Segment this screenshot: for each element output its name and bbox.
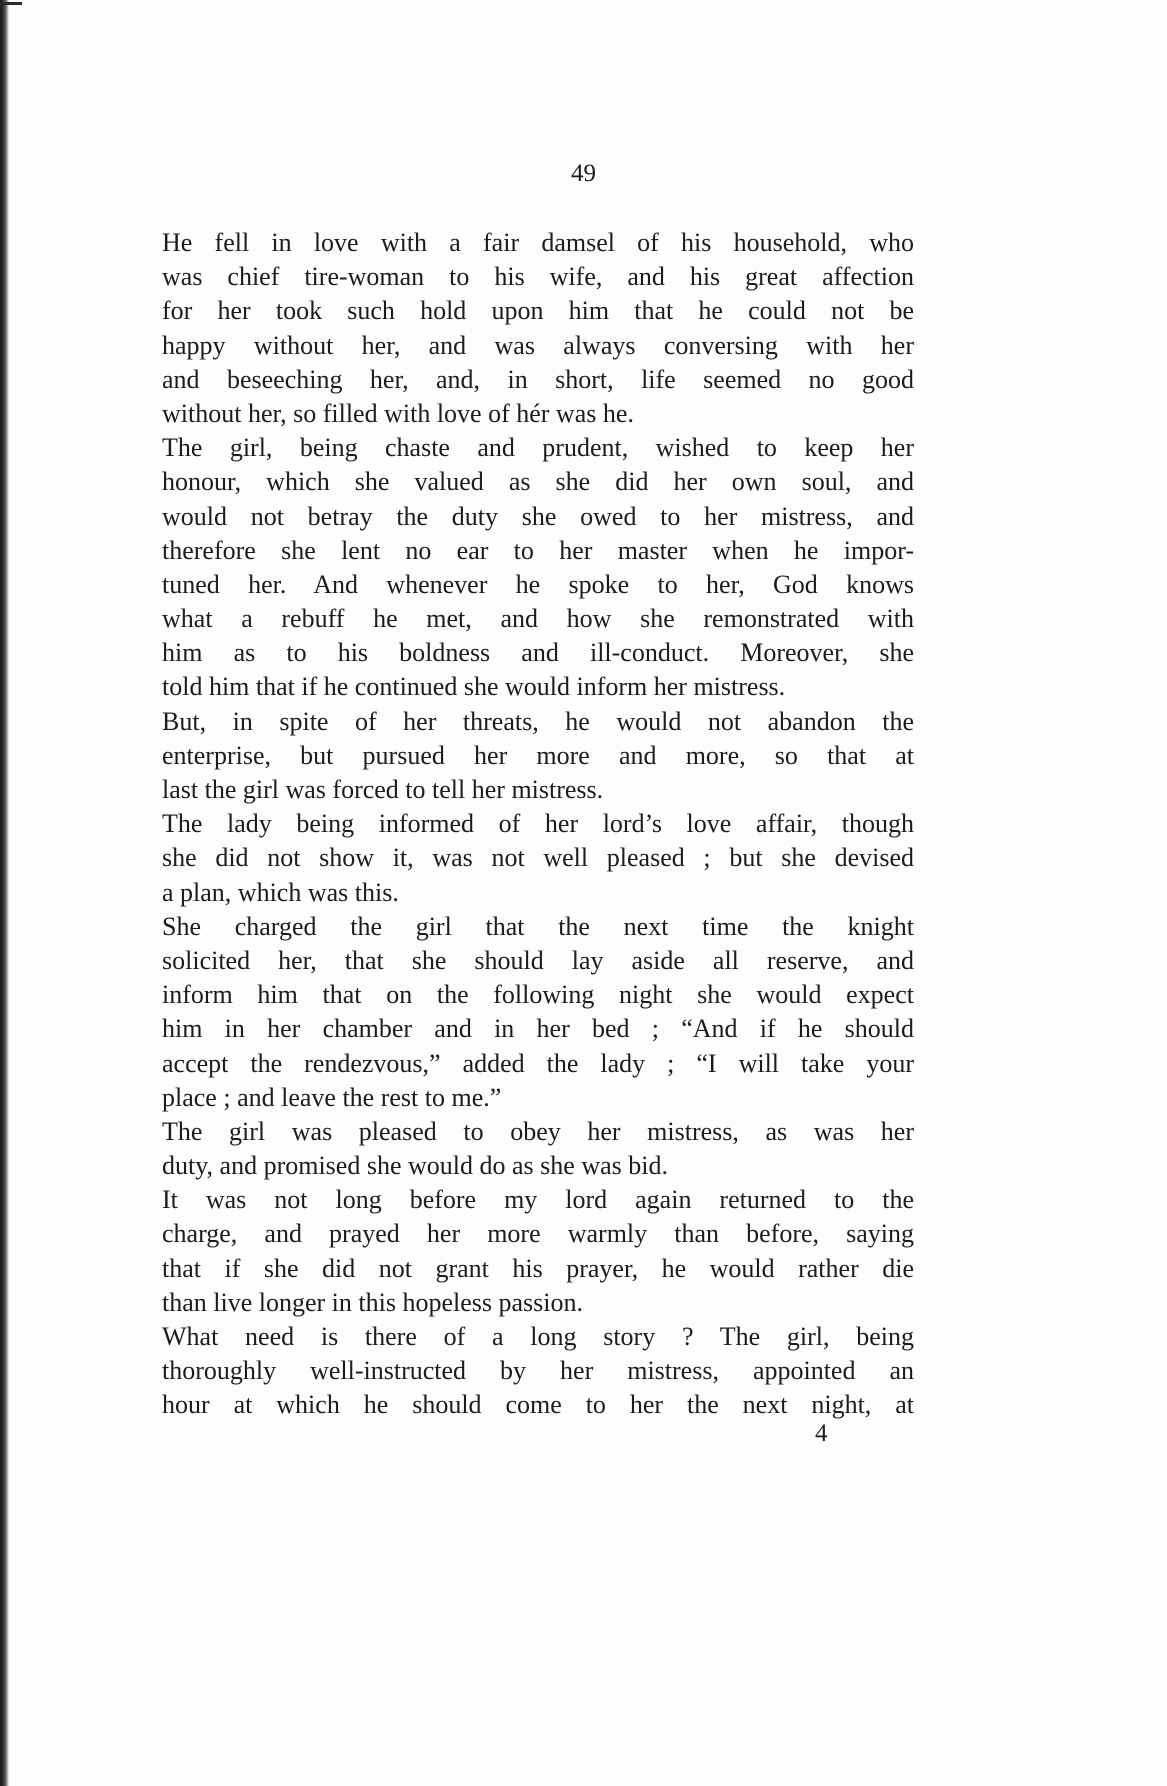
text-line: she did not show it, was not well pleased ; but she devised (162, 843, 914, 873)
text-line: charge, and prayed her more warmly than before, saying (162, 1219, 914, 1249)
text-line: enterprise, but pursued her more and more, so that at (162, 740, 914, 770)
paragraph (162, 1320, 914, 1423)
text-line: last the girl was forced to tell her mistress. (162, 775, 604, 804)
text-line: The girl, being chaste and prudent, wished to keep her (162, 433, 914, 463)
binding-edge (0, 0, 9, 1786)
text-line: happy without her, and was always conversing with her (162, 330, 914, 360)
text-line: therefore she lent no ear to her master when he impor- (162, 535, 914, 565)
paragraph (162, 705, 914, 808)
paragraph (162, 807, 914, 910)
text-line: solicited her, that she should lay aside all reserve, and (162, 945, 914, 975)
text-line: told him that if he continued she would inform her mistress. (162, 672, 786, 702)
paragraph (162, 226, 914, 431)
paragraph (162, 910, 914, 1115)
text-line: him as to his boldness and ill-conduct. Moreover, she (162, 638, 914, 668)
text-line: and beseeching her, and, in short, life seemed no good (162, 364, 914, 394)
text-line: tuned her. And whenever he spoke to her, God knows (162, 569, 914, 599)
text-line: than live longer in this hopeless passion. (162, 1287, 584, 1317)
text-line: He fell in love with a fair damsel of his household, who (162, 228, 914, 257)
text-line: But, in spite of her threats, he would not abandon the (162, 706, 914, 736)
text-line: hour at which he should come to her the next night, at (162, 1390, 914, 1420)
text-line: The lady being informed of her lord’s love affair, though (162, 809, 914, 839)
text-line: duty, and promised she would do as she was bid. (162, 1151, 668, 1181)
text-line: that if she did not grant his prayer, he would rather die (162, 1253, 914, 1283)
text-line: The girl was pleased to obey her mistress, as was her (162, 1116, 914, 1146)
text-line: for her took such hold upon him that he could not be (162, 296, 914, 326)
text-line: accept the rendezvous,” added the lady ; “I will take your (162, 1048, 914, 1078)
text-line: She charged the girl that the next time the knight (162, 911, 914, 941)
binding-corner (0, 2, 22, 5)
signature-mark: 4 (815, 1420, 828, 1447)
paragraph (162, 431, 914, 705)
text-line: would not betray the duty she owed to her mistress, and (162, 501, 914, 531)
text-line: him in her chamber and in her bed ; “And if he should (162, 1014, 914, 1044)
text-line: It was not long before my lord again returned to the (162, 1185, 914, 1215)
page-number: 49 (571, 160, 596, 187)
text-line: was chief tire-woman to his wife, and his great affection (162, 262, 914, 292)
text-line: inform him that on the following night she would expect (162, 980, 914, 1010)
text-line: place ; and leave the rest to me.” (162, 1082, 502, 1112)
paragraph (162, 1183, 914, 1320)
text-line: What need is there of a long story ? The girl, being (162, 1322, 914, 1351)
body-text (162, 226, 914, 1423)
paragraph (162, 1115, 914, 1183)
text-line: a plan, which was this. (162, 877, 399, 907)
text-line: without her, so filled with love of hér was he. (162, 398, 634, 428)
text-line: thoroughly well-instructed by her mistress, appointed an (162, 1356, 914, 1386)
text-line: what a rebuff he met, and how she remonstrated with (162, 604, 914, 634)
text-line: honour, which she valued as she did her own soul, and (162, 467, 914, 497)
